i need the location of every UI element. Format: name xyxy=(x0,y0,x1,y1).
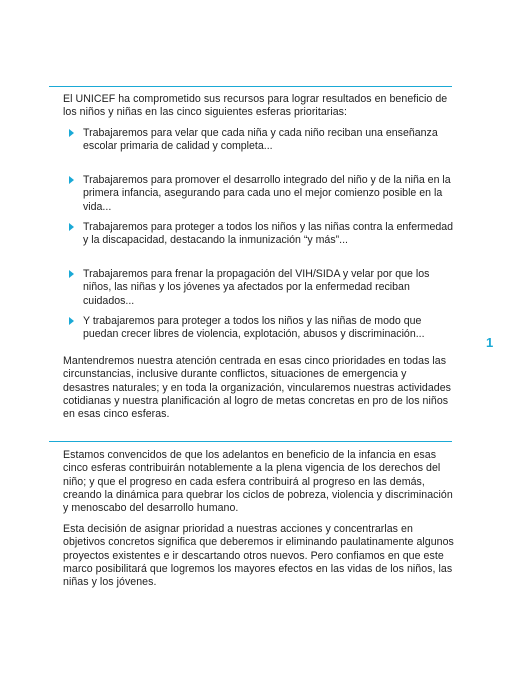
priority-text: Trabajaremos para velar que cada niña y cada niño reciban una enseñanza escolar primaria de calidad y completa... xyxy=(83,127,438,153)
triangle-bullet-icon xyxy=(69,176,74,184)
top-divider xyxy=(49,86,452,87)
list-item xyxy=(63,174,455,221)
priority-text: Trabajaremos para proteger a todos los niños y las niñas contra la enfermedad y la discapacidad, destacando la inmunización “y más”... xyxy=(83,221,454,247)
priority-list xyxy=(63,127,455,351)
triangle-bullet-icon xyxy=(69,270,74,278)
list-item xyxy=(63,221,455,268)
priority-text: Trabajaremos para frenar la propagación del VIH/SIDA y velar por que los niños, las niñas y los jóvenes ya afectados por la enfermedad reciban cuidados... xyxy=(83,268,430,307)
intro-paragraph: El UNICEF ha comprometido sus recursos para lograr resultados en beneficio de los niños y niñas en las cinco siguientes esferas prioritarias: xyxy=(63,93,448,119)
priority-text: Y trabajaremos para proteger a todos los niños y las niñas de modo que puedan crecer libres de violencia, explotación, abusos y discriminación... xyxy=(83,315,425,341)
list-item xyxy=(63,315,455,351)
priority-text: Trabajaremos para promover el desarrollo integrado del niño y de la niña en la primera infancia, asegurando para cada uno el mejor comienzo posible en la vida... xyxy=(83,174,451,213)
summary-paragraph: Mantendremos nuestra atención centrada en esas cinco prioridades en todas las circunstancias, inclusive durante conflictos, situaciones de emergencia y desastres naturales; y en toda la organización, vincularemos nuestras actividades cotidianas y nuestra planificación al logro de metas concretas en pro de los niños en esas cinco esferas. xyxy=(63,355,451,421)
list-item xyxy=(63,268,455,315)
triangle-bullet-icon xyxy=(69,223,74,231)
middle-divider xyxy=(49,441,452,442)
list-item xyxy=(63,127,455,174)
page-number: 1 xyxy=(486,335,494,350)
triangle-bullet-icon xyxy=(69,317,74,325)
body-paragraph-1: Estamos convencidos de que los adelantos en beneficio de la infancia en esas cinco esferas contribuirán notablemente a la plena vigencia de los derechos del niño; y que el progreso en cada esfera contribuirá al progreso en las demás, creando la dinámica para quebrar los ciclos de pobreza, violencia y discriminación y menoscabo del desarrollo humano. xyxy=(63,449,453,515)
triangle-bullet-icon xyxy=(69,129,74,137)
body-paragraph-2: Esta decisión de asignar prioridad a nuestras acciones y concentrarlas en objetivos concretos significa que deberemos ir eliminando paulatinamente algunos proyectos existentes e ir descartando otros nuevos. Pero confiamos en que este marco posibilitará que logremos los mayores efectos en las vidas de los niños, las niñas y los jóvenes. xyxy=(63,523,454,589)
